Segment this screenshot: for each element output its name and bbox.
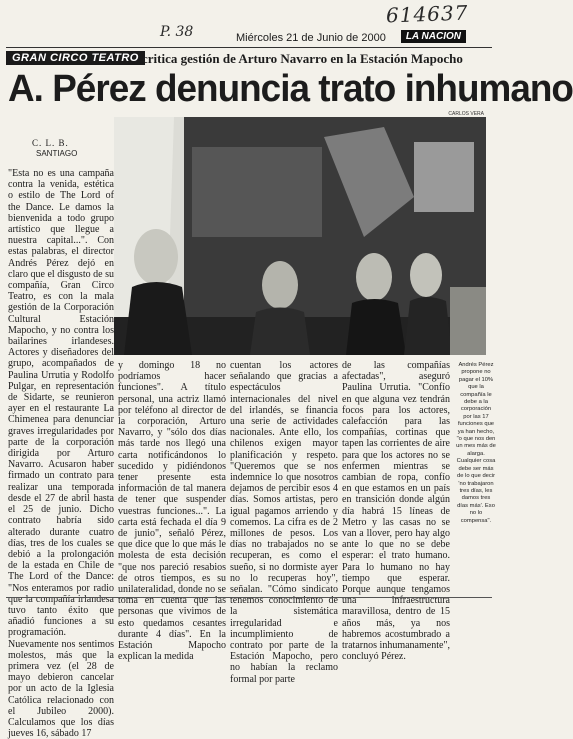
handwritten-page-number: P. 38 [160, 24, 194, 40]
handwritten-catalog-number: 614637 [385, 0, 469, 28]
headline: A. Pérez denuncia trato inhumano [8, 68, 573, 110]
newspaper-masthead: LA NACION [401, 30, 466, 43]
section-tag: GRAN CIRCO TEATRO [6, 51, 145, 65]
byline-city: SANTIAGO [36, 149, 78, 158]
sidebar-quote: Andrés Pérez propone no pagar el 10% que la compañía le debe a la corporación por las 17 funciones que ya han hecho, "o que nos den un mes más de alarga. Cualquier cosa debe ser más de lo que decir 'no trabajaron tres días, les damos tres días más'. Eso no lo compensa". [456, 362, 496, 524]
photo-credit: CARLOS VERA [448, 111, 484, 117]
kicker: critica gestión de Arturo Navarro en la Estación Mapocho [142, 51, 463, 66]
dateline: Miércoles 21 de Junio de 2000 [236, 32, 386, 44]
footer-rule [6, 597, 492, 598]
byline-author: C. L. B. [32, 138, 69, 148]
article-column-1: "Esta no es una campaña contra la venida, estética o estilo de The Lord of the Dance. Le damos la bienvenida a todo grupo artístico que llegue a nuestra capital...". Con estas palabras, el director Andrés Pérez dejó en claro que el disgusto de su compañía, Gran Circo Teatro, es con la mala gestión de la Corporación Cultural Estación Mapocho, y no contra los bailarines irlandeses. Actores y diseñadores del grupo, acompañados de Paulina Urrutia y Rodolfo Pulgar, en representación de Sidarte, se reunieron ayer en el restaurante La Chimenea para denunciar graves irregularidades por parte de la corporación dirigida por Arturo Navarro. Acusaron haber firmado un contrato para realizar una temporada desde el 27 de abril hasta el 25 de junio. Dicho contrato habría sido alterado durante cuatro días, tres de los cuales se debió a la prolongación de la estada en Chile de The Lord of the Dance: "Nos enteramos por radio que la compañía irlandesa tuvo tanto éxito que añadió funciones a su programación. Nuevamente nos sentimos molestos, más que la primera vez (el 28 de mayo debieron cancelar por un acto de la Iglesia Católica relacionado con el Jubileo 2000). Calculamos que los días jueves 16, sábado 17 [8, 168, 114, 739]
header-rule [6, 47, 492, 48]
article-column-4: de las compañías afectadas", aseguró Paulina Urrutia. "Confío en que alguna vez tendrán focos para los actores, calefacción para las compañías, cortinas que tapen las corrientes de aire para que los actores no se enfermen mientras se cambian de ropa, confío en que estamos en un país en transición donde algún día habrá 15 líneas de Metro y las casas no se van a llover, pero hay algo ante lo que no se debe esperar: el trato humano. Para lo humano no hay tiempo que esperar. Porque aunque tengamos una infraestructura maravillosa, dentro de 15 años más, ya nos habremos acostumbrado a tratarnos inhumanamente", concluyó Pérez. [342, 360, 450, 663]
article-photo [114, 117, 486, 355]
photo-illustration [114, 117, 486, 355]
article-column-2: y domingo 18 no podríamos hacer funciones". A título personal, una actriz llamó por teléfono al director de la corporación, Arturo Navarro, y "sólo dos días más tarde nos llegó una carta notificándonos lo sucedido y pidiéndonos tener presente esta información de tal manera de tener que suspender vuestras funciones...". La carta está fechada el día 9 de junio", señaló Pérez, que dice que lo que más le molesta de esta decisión "que nos pareció resabios de otros tiempos, es su unilateralidad, donde no se toma en cuenta que las personas que vivimos de esto quedamos cesantes durante 4 días". En la Estación Mapocho explican la medida [118, 360, 226, 663]
article-column-3: cuentan los actores señalando que gracias a espectáculos internacionales del nivel del irlandés, se financia una serie de actividades nacionales. Ante ello, los chilenos exigen mayor planificación y respeto. "Queremos que se nos indemnice lo que nosotros dejamos de percibir esos 4 días. Somos artistas, pero igual pagamos arriendo y comemos. La cifra es de 2 millones de pesos. Los días no trabajados no se recuperan, es como el sueño, si no dormiste ayer no lo recuperas hoy", señalan. "Cómo sindicato tenemos conocimiento de la sistemática irregularidad e incumplimiento de contrato por parte de la Estación Mapocho, pero no habían la reclamo formal por parte [230, 360, 338, 685]
